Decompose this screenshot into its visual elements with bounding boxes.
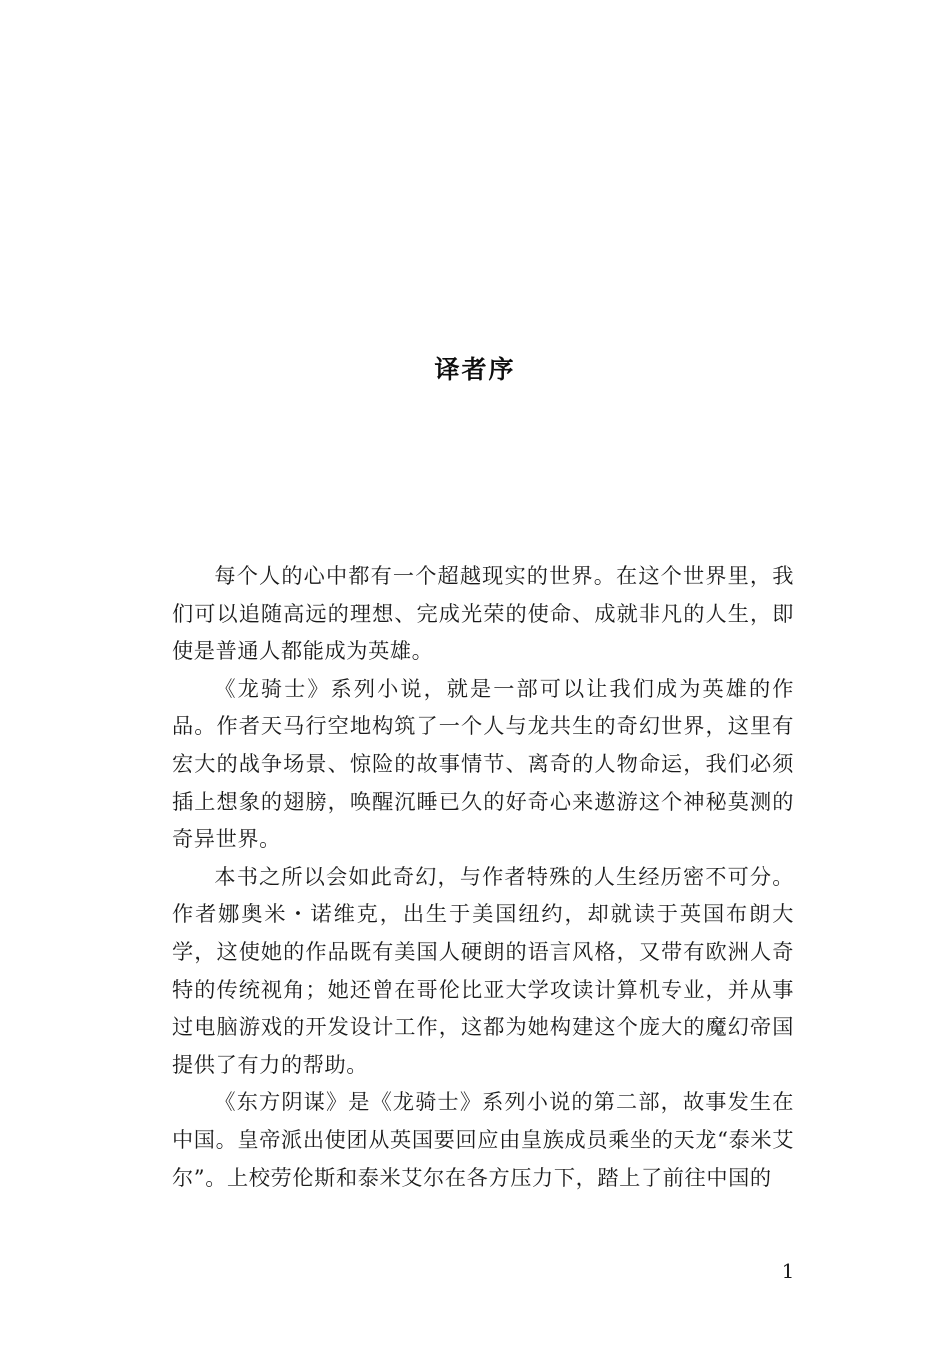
paragraph-2: 《龙骑士》系列小说，就是一部可以让我们成为英雄的作品。作者天马行空地构筑了一个人与龙共生的奇幻世界，这里有宏大的战争场景、惊险的故事情节、离奇的人物命运，我们必须插上想象的翅膀，唤醒沉睡已久的好奇心来遨游这个神秘莫测的奇异世界。 [172, 675, 794, 852]
paragraph-3: 本书之所以会如此奇幻，与作者特殊的人生经历密不可分。作者娜奥米・诺维克，出生于美国纽约，却就读于英国布朗大学，这使她的作品既有美国人硬朗的语言风格，又带有欧洲人奇特的传统视角；她还曾在哥伦比亚大学攻读计算机专业，并从事过电脑游戏的开发设计工作，这都为她构建这个庞大的魔幻帝国提供了有力的帮助。 [172, 863, 794, 1077]
chapter-title: 译者序 [434, 355, 516, 384]
page-number: 1 [781, 1259, 795, 1283]
paragraph-4: 《东方阴谋》是《龙骑士》系列小说的第二部，故事发生在中国。皇帝派出使团从英国要回应由皇族成员乘坐的天龙“泰米艾尔”。上校劳伦斯和泰米艾尔在各方压力下，踏上了前往中国的 [172, 1089, 794, 1190]
paragraph-1: 每个人的心中都有一个超越现实的世界。在这个世界里，我们可以追随高远的理想、完成光荣的使命、成就非凡的人生，即使是普通人都能成为英雄。 [172, 563, 794, 664]
body-text [172, 557, 794, 1196]
